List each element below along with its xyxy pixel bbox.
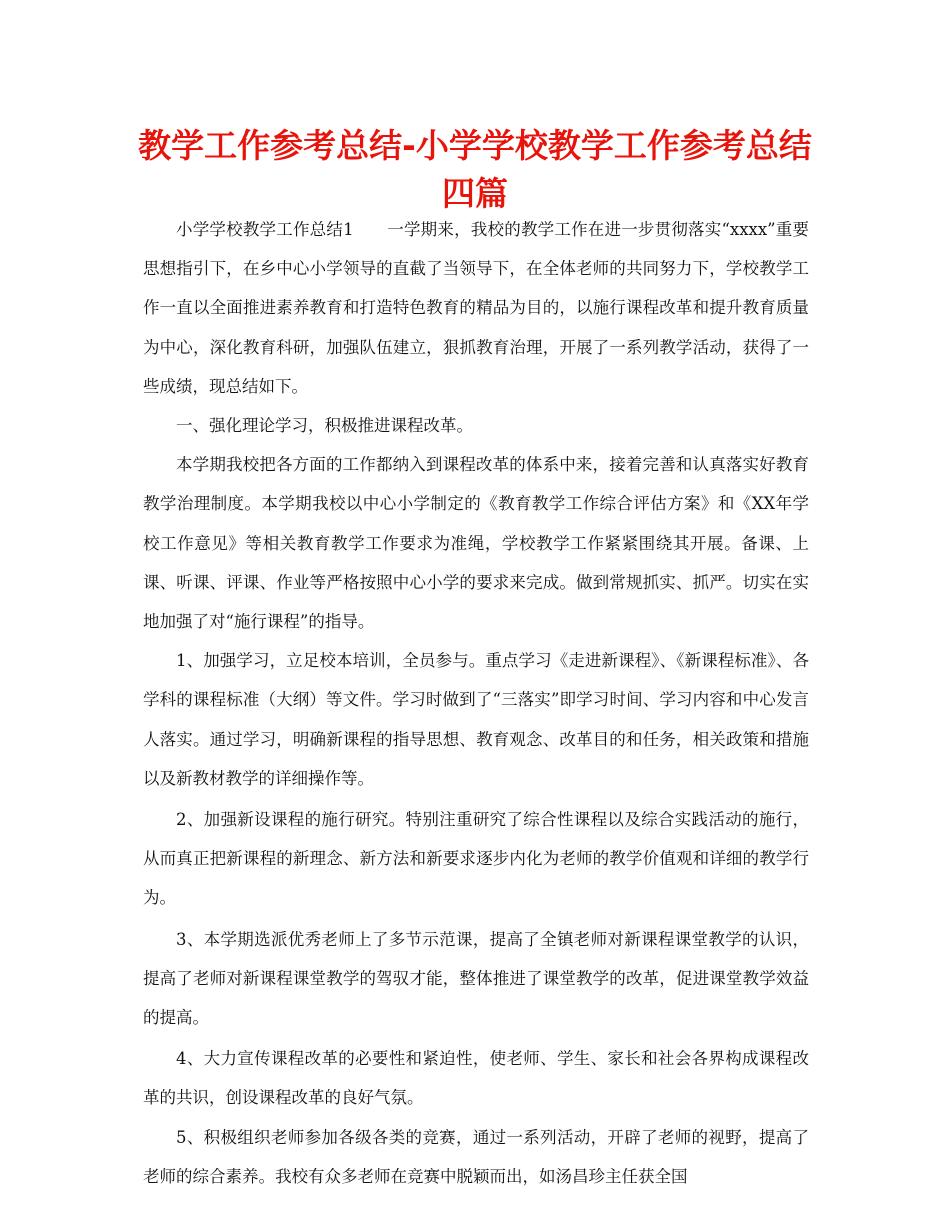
document-body <box>143 210 809 1196</box>
paragraph-item-5: 5、积极组织老师参加各级各类的竞赛，通过一系列活动，开辟了老师的视野，提高了老师的综合素养。我校有众多老师在竞赛中脱颖而出，如汤昌珍主任获全国 <box>143 1127 809 1186</box>
document-title: 教学工作参考总结-小学学校教学工作参考总结四篇 <box>138 126 812 213</box>
paragraph-item-4: 4、大力宣传课程改革的必要性和紧迫性，使老师、学生、家长和社会各界构成课程改革的共识，创设课程改革的良好气氛。 <box>143 1049 809 1108</box>
section-heading-1: 一、强化理论学习，积极推进课程改革。 <box>176 416 473 436</box>
paragraph-item-1: 1、加强学习，立足校本培训，全员参与。重点学习《走进新课程》、《新课程标准》、各学科的课程标准（大纲）等文件。学习时做到了“三落实”即学习时间、学习内容和中心发言人落实。通过学习，明确新课程的指导思想、教育观念、改革目的和任务，相关政策和措施以及新教材教学的详细操作等。 <box>143 651 809 788</box>
paragraph-item-2: 2、加强新设课程的施行研究。特别注重研究了综合性课程以及综合实践活动的施行，从而真正把新课程的新理念、新方法和新要求逐步内化为老师的教学价值观和详细的教学行为。 <box>143 810 809 908</box>
paragraph-intro: 小学学校教学工作总结1 一学期来，我校的教学工作在进一步贯彻落实“xxxx”重要思想指引下，在乡中心小学领导的直截了当领导下，在全体老师的共同努力下，学校教学工作一直以全面推进素养教育和打造特色教育的精品为目的，以施行课程改革和提升教育质量为中心，深化教育科研，加强队伍建立，狠抓教育治理，开展了一系列教学活动，获得了一些成绩，现总结如下。 <box>143 220 809 396</box>
paragraph-item-3: 3、本学期选派优秀老师上了多节示范课，提高了全镇老师对新课程课堂教学的认识，提高了老师对新课程课堂教学的驾驭才能，整体推进了课堂教学的改革，促进课堂教学效益的提高。 <box>143 929 809 1028</box>
paragraph-section-1: 本学期我校把各方面的工作都纳入到课程改革的体系中来，接着完善和认真落实好教育教学治理制度。本学期我校以中心小学制定的《教育教学工作综合评估方案》和《XX年学校工作意见》等相关教育教学工作要求为准绳，学校教学工作紧紧围绕其开展。备课、上课、听课、评课、作业等严格按照中心小学的要求来完成。做到常规抓实、抓严。切实在实地加强了对“施行课程”的指导。 <box>143 455 809 632</box>
